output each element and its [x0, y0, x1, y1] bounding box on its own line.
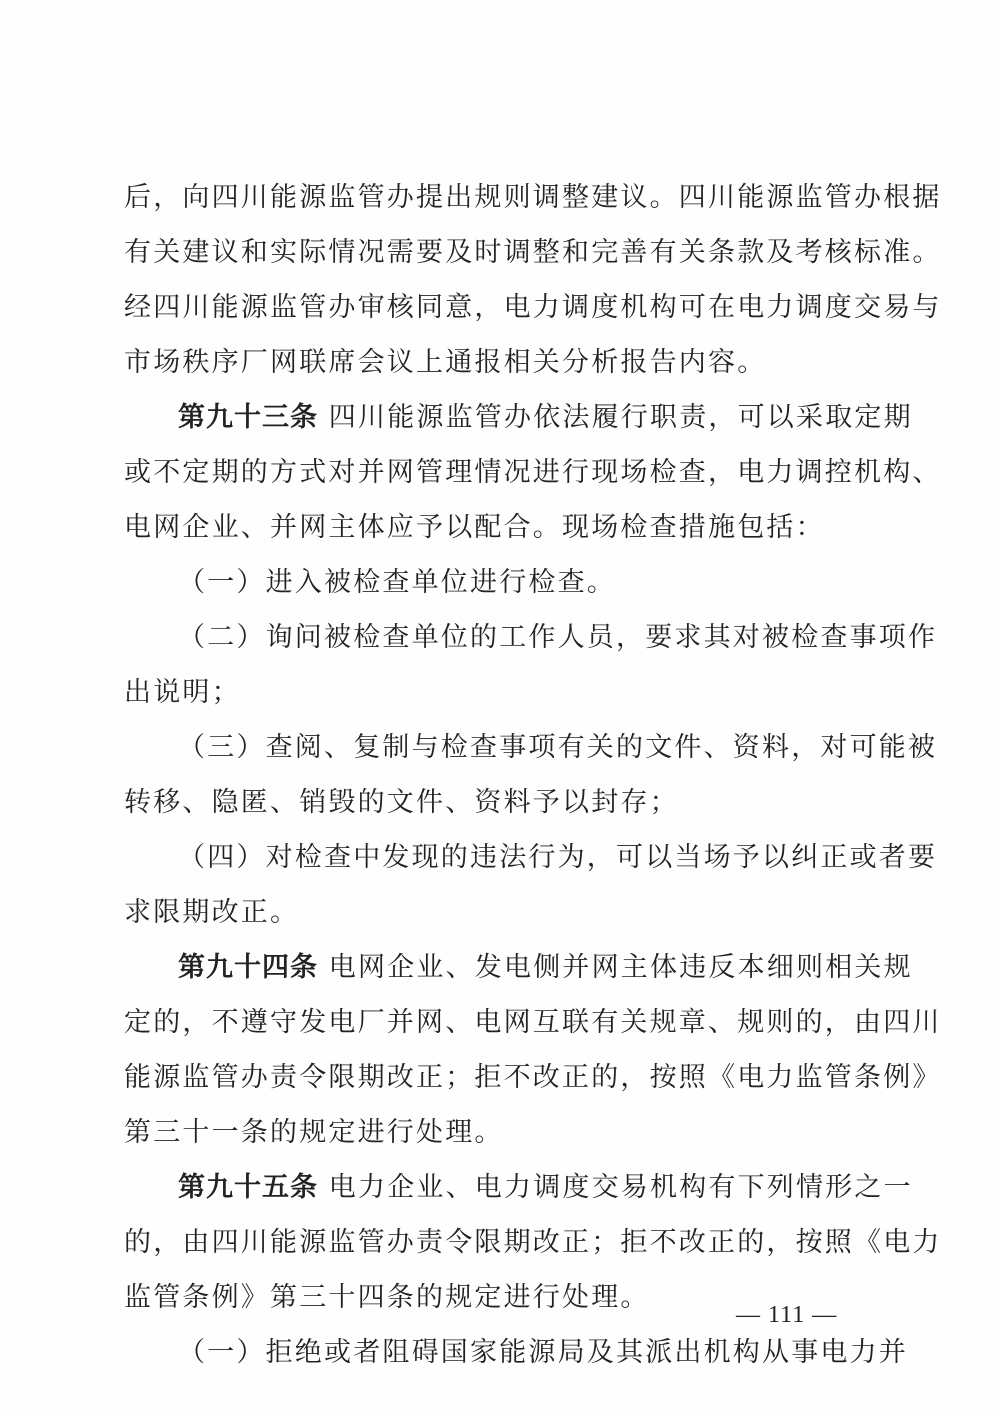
- text-line: 能源监管办责令限期改正；拒不改正的，按照《电力监管条例》: [124, 1062, 942, 1093]
- article-95-heading: 第九十五条: [178, 1172, 318, 1203]
- text-line: 经四川能源监管办审核同意，电力调度机构可在电力调度交易与: [124, 292, 942, 323]
- text-line: 监管条例》第三十四条的规定进行处理。: [124, 1282, 650, 1313]
- article-94-heading: 第九十四条: [178, 952, 318, 983]
- text-line: 后，向四川能源监管办提出规则调整建议。四川能源监管办根据: [124, 182, 942, 213]
- text-line: 或不定期的方式对并网管理情况进行现场检查，电力调控机构、: [124, 457, 942, 488]
- text-line: 的，由四川能源监管办责令限期改正；拒不改正的，按照《电力: [124, 1227, 942, 1258]
- article-95-paragraph-start: [178, 1168, 913, 1208]
- list-item: （二）询问被检查单位的工作人员，要求其对被检查事项作: [178, 622, 938, 653]
- article-95-text: 电力企业、电力调度交易机构有下列情形之一: [328, 1172, 913, 1203]
- text-line: 转移、隐匿、销毁的文件、资料予以封存；: [124, 787, 679, 818]
- list-item: （一）进入被检查单位进行检查。: [178, 567, 616, 598]
- text-line: 第三十一条的规定进行处理。: [124, 1117, 504, 1148]
- article-93-paragraph-start: [178, 398, 913, 438]
- text-line: 有关建议和实际情况需要及时调整和完善有关条款及考核标准。: [124, 237, 942, 268]
- article-93-heading: 第九十三条: [178, 402, 318, 433]
- list-item: （三）查阅、复制与检查事项有关的文件、资料，对可能被: [178, 732, 938, 763]
- text-line: 求限期改正。: [124, 897, 300, 928]
- page-number: — 111 —: [736, 1302, 838, 1328]
- text-line: 电网企业、并网主体应予以配合。现场检查措施包括：: [124, 512, 825, 543]
- text-line: 市场秩序厂网联席会议上通报相关分析报告内容。: [124, 347, 767, 378]
- article-94-text: 电网企业、发电侧并网主体违反本细则相关规: [328, 952, 913, 983]
- list-item: （四）对检查中发现的违法行为，可以当场予以纠正或者要: [178, 842, 938, 873]
- list-item: （一）拒绝或者阻碍国家能源局及其派出机构从事电力并: [178, 1337, 908, 1368]
- text-line: 定的，不遵守发电厂并网、电网互联有关规章、规则的，由四川: [124, 1007, 942, 1038]
- article-93-text: 四川能源监管办依法履行职责，可以采取定期: [328, 402, 913, 433]
- article-94-paragraph-start: [178, 948, 913, 988]
- text-line: 出说明；: [124, 677, 241, 708]
